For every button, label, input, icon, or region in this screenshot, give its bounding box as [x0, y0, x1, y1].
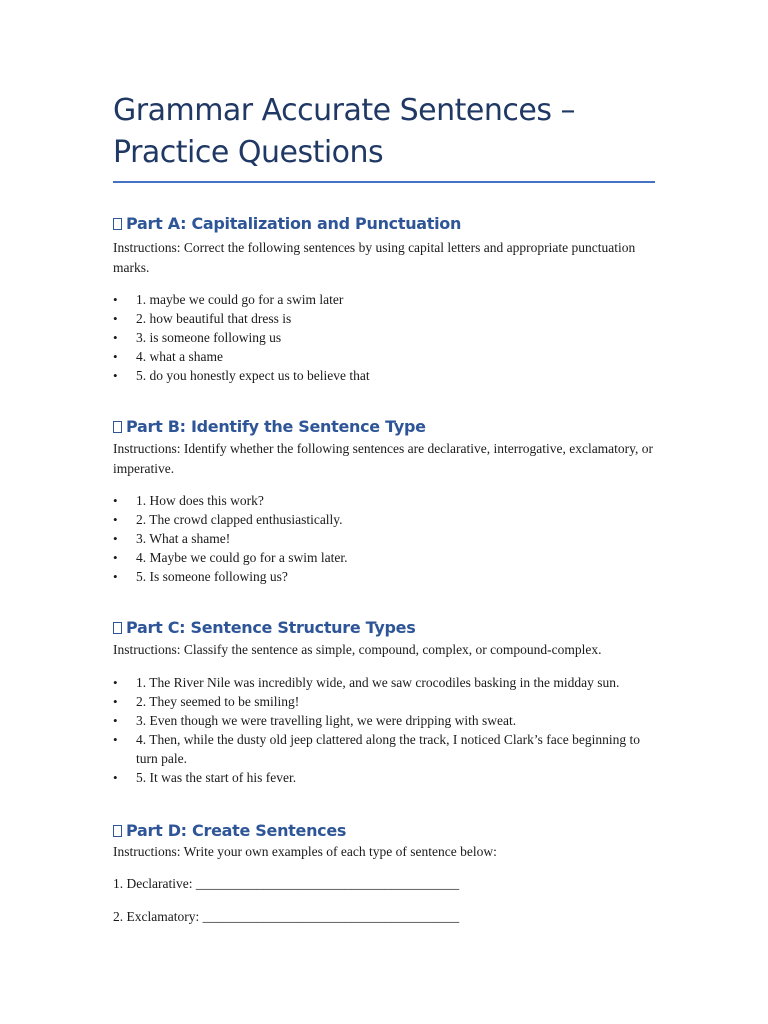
- bullet-icon: •: [113, 712, 118, 728]
- question-list: [113, 673, 655, 787]
- section-heading-part-c: [113, 617, 655, 639]
- list-item: • 1. The River Nile was incredibly wide, and we saw crocodiles basking in the midday sun.: [113, 674, 620, 690]
- bullet-icon: •: [113, 292, 118, 307]
- document-page: [113, 90, 655, 926]
- declarative-prompt: 1. Declarative: _______________________________________: [113, 876, 460, 891]
- section-heading-text: Part C: Sentence Structure Types: [126, 618, 416, 637]
- missing-glyph-icon: [113, 622, 122, 634]
- section-heading-part-b: [113, 416, 655, 438]
- bullet-icon: •: [113, 493, 118, 508]
- section-part-c: [113, 617, 655, 787]
- bullet-icon: •: [113, 531, 118, 546]
- section-part-a: [113, 213, 655, 385]
- list-item: • 1. maybe we could go for a swim later: [113, 292, 344, 307]
- section-part-d: [113, 820, 655, 927]
- section-instructions: Instructions: Write your own examples of each type of sentence below:: [113, 843, 497, 859]
- bullet-icon: •: [113, 330, 118, 345]
- list-item: • 5. Is someone following us?: [113, 569, 288, 584]
- bullet-icon: •: [113, 674, 118, 690]
- title-underline: [113, 181, 655, 183]
- missing-glyph-icon: [113, 825, 122, 837]
- list-item: • 2. They seemed to be smiling!: [113, 693, 300, 709]
- section-instructions: Instructions: Correct the following sentences by using capital letters and appropriate punctuation marks.: [113, 240, 636, 275]
- section-instructions: Instructions: Identify whether the following sentences are declarative, interrogative, exclamatory, or imperative.: [113, 441, 654, 476]
- question-list: [113, 290, 655, 385]
- bullet-icon: •: [113, 311, 118, 326]
- exclamatory-prompt: 2. Exclamatory: ______________________________________: [113, 909, 460, 924]
- bullet-icon: •: [113, 550, 118, 565]
- list-item: • 4. Then, while the dusty old jeep clattered along the track, I noticed Clark’s face beginning to turn pale.: [113, 731, 640, 766]
- list-item: • 2. The crowd clapped enthusiastically.: [113, 512, 343, 527]
- list-item: • 4. what a shame: [113, 349, 223, 364]
- question-list: [113, 491, 655, 586]
- missing-glyph-icon: [113, 421, 122, 433]
- section-part-b: [113, 416, 655, 586]
- section-heading-text: Part A: Capitalization and Punctuation: [126, 214, 462, 233]
- list-item: • 5. do you honestly expect us to believe that: [113, 368, 370, 383]
- bullet-icon: •: [113, 368, 118, 383]
- missing-glyph-icon: [113, 218, 122, 230]
- list-item: • 2. how beautiful that dress is: [113, 311, 292, 326]
- bullet-icon: •: [113, 693, 118, 709]
- bullet-icon: •: [113, 731, 118, 747]
- bullet-icon: •: [113, 512, 118, 527]
- section-heading-part-a: [113, 213, 655, 235]
- section-heading-text: Part B: Identify the Sentence Type: [126, 417, 426, 436]
- document-title: Grammar Accurate Sentences – Practice Questions: [113, 93, 576, 170]
- list-item: • 3. What a shame!: [113, 531, 231, 546]
- list-item: • 3. Even though we were travelling light, we were dripping with sweat.: [113, 712, 517, 728]
- bullet-icon: •: [113, 569, 118, 584]
- list-item: • 4. Maybe we could go for a swim later.: [113, 550, 348, 565]
- section-heading-part-d: [113, 820, 655, 842]
- list-item: • 3. is someone following us: [113, 330, 282, 345]
- list-item: • 1. How does this work?: [113, 493, 264, 508]
- list-item: • 5. It was the start of his fever.: [113, 769, 297, 785]
- section-instructions: Instructions: Classify the sentence as simple, compound, complex, or compound-complex.: [113, 642, 602, 657]
- bullet-icon: •: [113, 769, 118, 785]
- section-heading-text: Part D: Create Sentences: [126, 820, 347, 840]
- bullet-icon: •: [113, 349, 118, 364]
